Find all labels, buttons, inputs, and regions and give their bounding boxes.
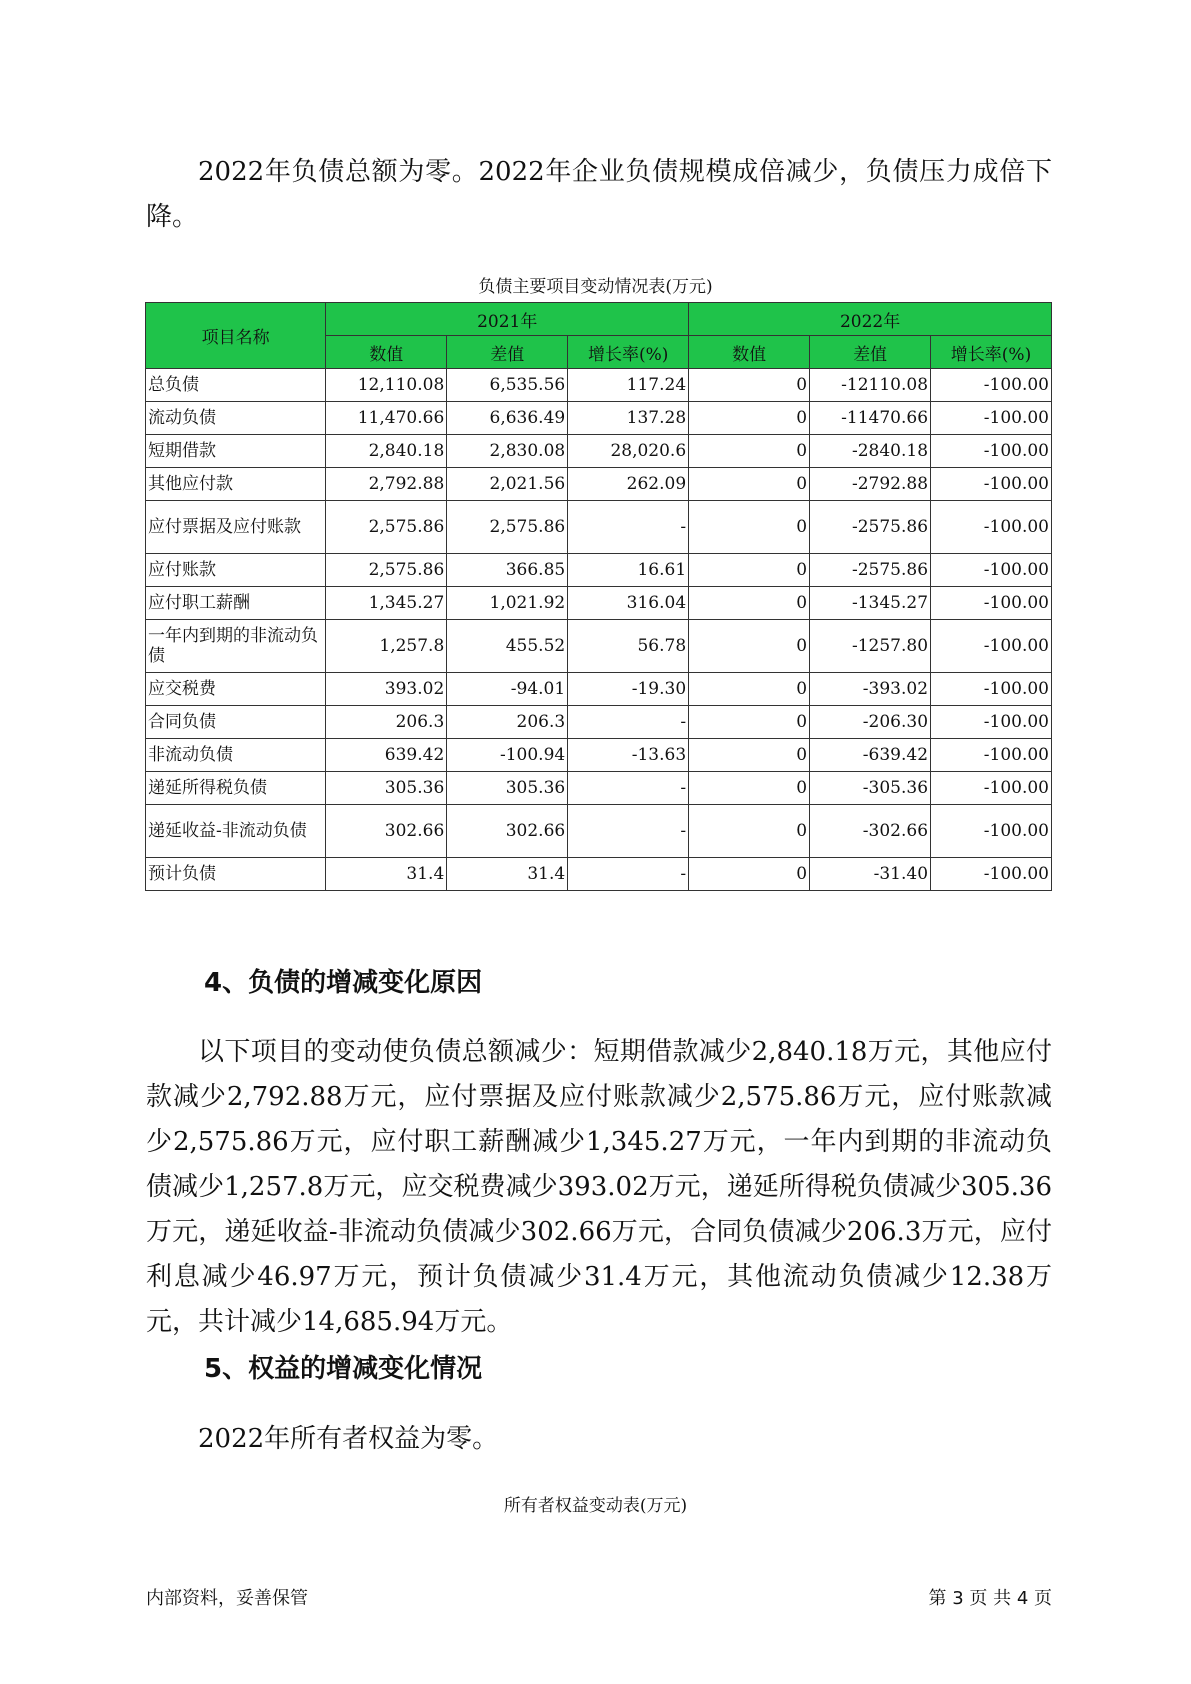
- item-name-cell: 递延所得税负债: [146, 772, 326, 805]
- diff-2022-cell: -2575.86: [810, 554, 931, 587]
- value-2021-cell: 1,345.27: [326, 587, 447, 620]
- diff-2022-cell: -206.30: [810, 706, 931, 739]
- growth-2021-header: 增长率(%): [568, 336, 689, 369]
- growth-2021-cell: -: [568, 501, 689, 554]
- table-row: [146, 435, 1052, 468]
- diff-2021-cell: 305.36: [447, 772, 568, 805]
- diff-2022-cell: -2792.88: [810, 468, 931, 501]
- diff-2022-cell: -1345.27: [810, 587, 931, 620]
- growth-2022-cell: -100.00: [931, 739, 1052, 772]
- item-name-cell: 预计负债: [146, 858, 326, 891]
- table-row: [146, 501, 1052, 554]
- diff-2022-cell: -31.40: [810, 858, 931, 891]
- growth-2022-cell: -100.00: [931, 805, 1052, 858]
- growth-2021-cell: -: [568, 772, 689, 805]
- growth-2021-cell: -: [568, 706, 689, 739]
- value-2021-cell: 2,575.86: [326, 501, 447, 554]
- growth-2022-cell: -100.00: [931, 706, 1052, 739]
- item-name-cell: 应交税费: [146, 673, 326, 706]
- table-row: [146, 706, 1052, 739]
- diff-2021-cell: 6,535.56: [447, 369, 568, 402]
- value-2022-cell: 0: [689, 858, 810, 891]
- growth-2021-cell: 16.61: [568, 554, 689, 587]
- value-2021-cell: 2,575.86: [326, 554, 447, 587]
- growth-2022-header: 增长率(%): [931, 336, 1052, 369]
- value-2021-cell: 2,792.88: [326, 468, 447, 501]
- table-row: [146, 772, 1052, 805]
- value-2021-cell: 1,257.8: [326, 620, 447, 673]
- growth-2022-cell: -100.00: [931, 369, 1052, 402]
- growth-2021-cell: 262.09: [568, 468, 689, 501]
- value-2021-header: 数值: [326, 336, 447, 369]
- growth-2022-cell: -100.00: [931, 554, 1052, 587]
- table-row: [146, 805, 1052, 858]
- value-2021-cell: 639.42: [326, 739, 447, 772]
- item-name-cell: 应付票据及应付账款: [146, 501, 326, 554]
- footer-page-number: 第 3 页 共 4 页: [928, 1588, 1052, 1609]
- growth-2022-cell: -100.00: [931, 673, 1052, 706]
- growth-2022-cell: -100.00: [931, 501, 1052, 554]
- item-name-cell: 非流动负债: [146, 739, 326, 772]
- section-5-heading: 5、权益的增减变化情况: [204, 1354, 483, 1384]
- item-name-cell: 短期借款: [146, 435, 326, 468]
- table-row: [146, 858, 1052, 891]
- value-2022-cell: 0: [689, 673, 810, 706]
- value-2022-cell: 0: [689, 706, 810, 739]
- year-2021-header: 2021年: [326, 303, 689, 336]
- diff-2021-cell: 302.66: [447, 805, 568, 858]
- table-row: [146, 673, 1052, 706]
- diff-2021-cell: 206.3: [447, 706, 568, 739]
- value-2022-cell: 0: [689, 435, 810, 468]
- item-name-cell: 合同负债: [146, 706, 326, 739]
- value-2021-cell: 12,110.08: [326, 369, 447, 402]
- growth-2021-cell: 28,020.6: [568, 435, 689, 468]
- value-2021-cell: 302.66: [326, 805, 447, 858]
- diff-2021-cell: 6,636.49: [447, 402, 568, 435]
- footer-confidential-note: 内部资料，妥善保管: [146, 1588, 308, 1609]
- item-name-cell: 递延收益-非流动负债: [146, 805, 326, 858]
- value-2022-cell: 0: [689, 369, 810, 402]
- diff-2021-cell: 2,021.56: [447, 468, 568, 501]
- growth-2021-cell: -19.30: [568, 673, 689, 706]
- liability-table-caption: 负债主要项目变动情况表(万元): [478, 277, 713, 297]
- value-2022-cell: 0: [689, 772, 810, 805]
- year-2022-header: 2022年: [689, 303, 1052, 336]
- growth-2022-cell: -100.00: [931, 772, 1052, 805]
- diff-2021-cell: 2,830.08: [447, 435, 568, 468]
- table-row: [146, 620, 1052, 673]
- value-2021-cell: 2,840.18: [326, 435, 447, 468]
- growth-2021-cell: 117.24: [568, 369, 689, 402]
- table-row: [146, 587, 1052, 620]
- diff-2021-cell: 2,575.86: [447, 501, 568, 554]
- value-2022-cell: 0: [689, 554, 810, 587]
- item-name-header: 项目名称: [146, 303, 326, 369]
- value-2021-cell: 31.4: [326, 858, 447, 891]
- diff-2021-cell: 1,021.92: [447, 587, 568, 620]
- item-name-cell: 应付职工薪酬: [146, 587, 326, 620]
- table-row: [146, 554, 1052, 587]
- growth-2021-cell: -: [568, 805, 689, 858]
- value-2022-cell: 0: [689, 620, 810, 673]
- item-name-cell: 一年内到期的非流动负债: [146, 620, 326, 673]
- growth-2022-cell: -100.00: [931, 620, 1052, 673]
- value-2022-cell: 0: [689, 501, 810, 554]
- diff-2021-cell: -94.01: [447, 673, 568, 706]
- equity-table-caption: 所有者权益变动表(万元): [503, 1496, 688, 1516]
- diff-2021-cell: 455.52: [447, 620, 568, 673]
- value-2022-cell: 0: [689, 468, 810, 501]
- growth-2021-cell: 316.04: [568, 587, 689, 620]
- value-2021-cell: 11,470.66: [326, 402, 447, 435]
- value-2021-cell: 393.02: [326, 673, 447, 706]
- growth-2022-cell: -100.00: [931, 435, 1052, 468]
- table-row: [146, 369, 1052, 402]
- growth-2021-cell: 56.78: [568, 620, 689, 673]
- section-5-paragraph: 2022年所有者权益为零。: [198, 1424, 499, 1454]
- diff-2021-cell: 366.85: [447, 554, 568, 587]
- item-name-cell: 总负债: [146, 369, 326, 402]
- growth-2021-cell: -13.63: [568, 739, 689, 772]
- table-row: [146, 468, 1052, 501]
- section-4-heading: 4、负债的增减变化原因: [204, 968, 483, 998]
- liability-change-table: [145, 302, 1052, 891]
- diff-2022-cell: -11470.66: [810, 402, 931, 435]
- growth-2021-cell: 137.28: [568, 402, 689, 435]
- value-2021-cell: 206.3: [326, 706, 447, 739]
- value-2022-header: 数值: [689, 336, 810, 369]
- diff-2022-cell: -1257.80: [810, 620, 931, 673]
- value-2021-cell: 305.36: [326, 772, 447, 805]
- item-name-cell: 流动负债: [146, 402, 326, 435]
- diff-2022-cell: -2575.86: [810, 501, 931, 554]
- value-2022-cell: 0: [689, 587, 810, 620]
- growth-2022-cell: -100.00: [931, 468, 1052, 501]
- growth-2022-cell: -100.00: [931, 858, 1052, 891]
- diff-2022-header: 差值: [810, 336, 931, 369]
- diff-2021-cell: -100.94: [447, 739, 568, 772]
- table-row: [146, 402, 1052, 435]
- growth-2021-cell: -: [568, 858, 689, 891]
- section-4-paragraph: 以下项目的变动使负债总额减少：短期借款减少2,840.18万元，其他应付款减少2,792.88万元，应付票据及应付账款减少2,575.86万元，应付账款减少2,575.86万元，应付职工薪酬减少1,345.27万元，一年内到期的非流动负债减少1,257.8万元，应交税费减少393.02万元，递延所得税负债减少305.36万元，递延收益-非流动负债减少302.66万元，合同负债减少206.3万元，应付利息减少46.97万元，预计负债减少31.4万元，其他流动负债减少12.38万元，共计减少14,685.94万元。: [146, 1037, 1052, 1337]
- value-2022-cell: 0: [689, 739, 810, 772]
- diff-2022-cell: -2840.18: [810, 435, 931, 468]
- value-2022-cell: 0: [689, 805, 810, 858]
- growth-2022-cell: -100.00: [931, 402, 1052, 435]
- item-name-cell: 应付账款: [146, 554, 326, 587]
- table-row: [146, 739, 1052, 772]
- diff-2022-cell: -639.42: [810, 739, 931, 772]
- diff-2022-cell: -302.66: [810, 805, 931, 858]
- diff-2022-cell: -305.36: [810, 772, 931, 805]
- diff-2022-cell: -393.02: [810, 673, 931, 706]
- value-2022-cell: 0: [689, 402, 810, 435]
- item-name-cell: 其他应付款: [146, 468, 326, 501]
- growth-2022-cell: -100.00: [931, 587, 1052, 620]
- intro-paragraph: 2022年负债总额为零。2022年企业负债规模成倍减少，负债压力成倍下降。: [146, 157, 1052, 232]
- diff-2021-cell: 31.4: [447, 858, 568, 891]
- diff-2021-header: 差值: [447, 336, 568, 369]
- diff-2022-cell: -12110.08: [810, 369, 931, 402]
